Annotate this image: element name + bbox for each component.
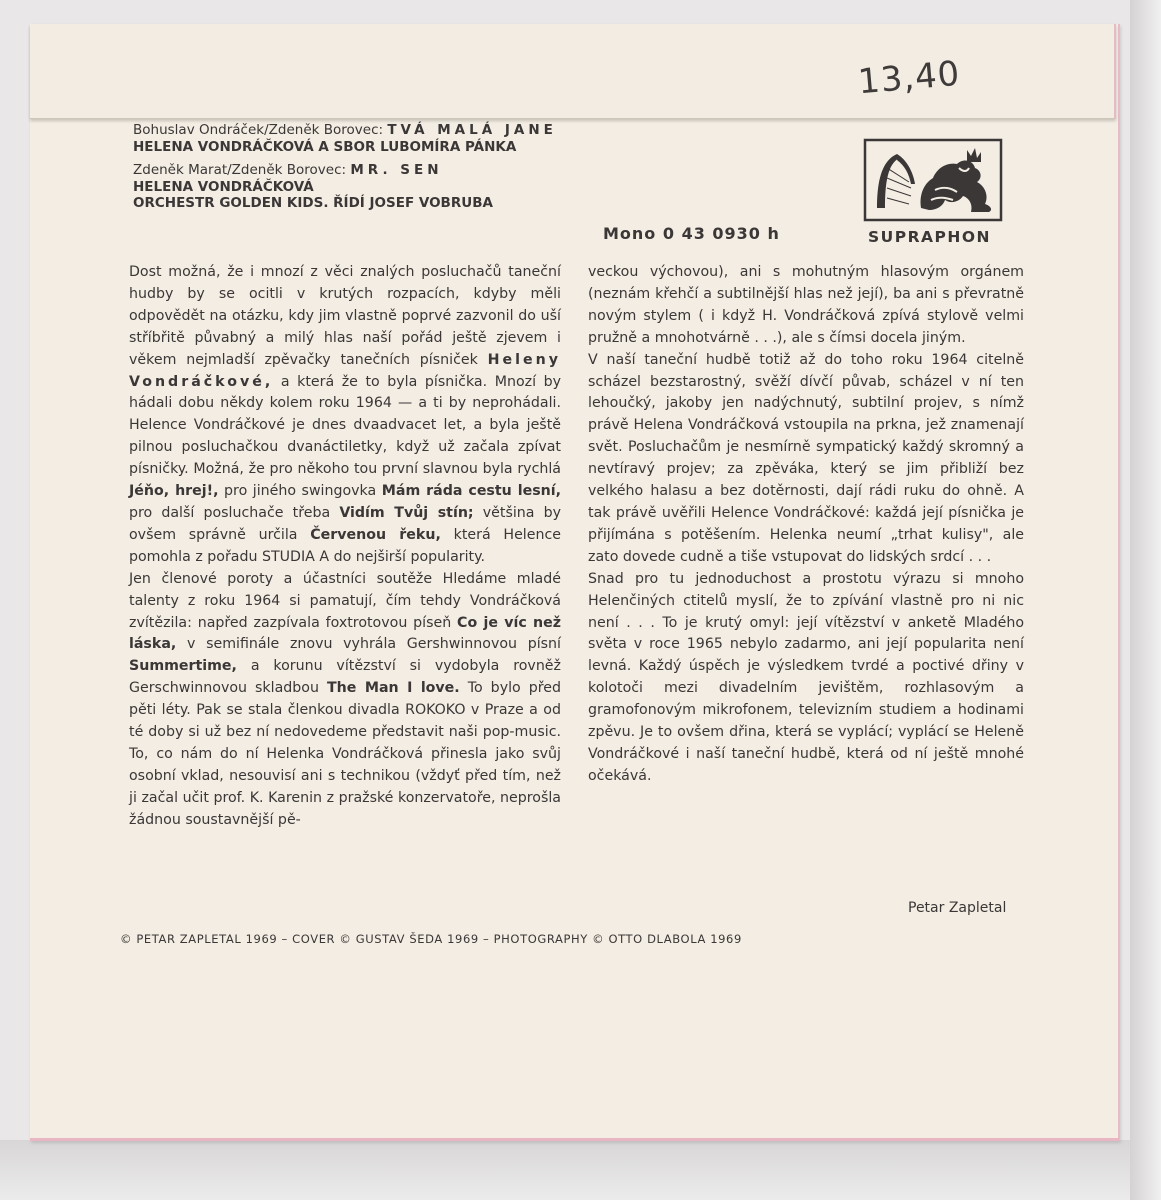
copyright-line: © PETAR ZAPLETAL 1969 – COVER © GUSTAV ŠEDA 1969 – PHOTOGRAPHY © OTTO DLABOLA 1969 — [120, 932, 742, 946]
label-name: SUPRAPHON — [868, 228, 992, 246]
track1-authors: Bohuslav Ondráček/Zdeněk Borovec: — [133, 122, 384, 138]
catalog-number: Mono 0 43 0930 h — [603, 224, 780, 243]
track-credits — [133, 122, 557, 212]
table-edge — [1130, 0, 1161, 1200]
text: a která že to byla písnička. Mnozí by hádali dobu někdy kolem roku 1964 — a ti by neprohádali. Helence Vondráčkové je dnes dvaadvacet let, a byla ještě pilnou posluchačkou dvanáctiletky, když už začala zpívat písničky. Možná, že pro někoho tou první slavnou byla rychlá — [129, 373, 561, 478]
song-title: Co je víc než láska, — [129, 614, 561, 653]
song-title: Mám ráda cestu lesní, — [381, 483, 561, 500]
song-title: Vidím Tvůj stín; — [339, 504, 474, 521]
paragraph — [129, 262, 561, 569]
artist-name: Heleny Vondráčkové, — [129, 351, 561, 390]
text: v semifinále znovu vyhrála Gershwinnovou písní — [186, 636, 561, 653]
text: Dost možná, že i mnozí z věci znalých posluchačů taneční hudby by se ocitli v krutých rozpacích, kdyby měli odpovědět na otázku, kdy jim vlastně poprvé zazvonil do uší stříbřitě půvabný a milý hlas naší pořád ještě zjevem i věkem nejmladší zpěvačky tanečních písniček — [129, 264, 561, 368]
text: většina by ovšem správně určila — [129, 504, 562, 543]
text: a korunu vítězství si vydobyla rovněž Gerschwinnovou skladbou — [129, 658, 561, 697]
text: která Helence pomohla z pořadu STUDIA A do nejširší popularity. — [129, 526, 561, 565]
liner-notes-right-column — [588, 262, 1024, 788]
track2-authors: Zdeněk Marat/Zdeněk Borovec: — [133, 162, 347, 178]
song-title: Červenou řeku, — [310, 526, 441, 543]
paragraph: veckou výchovou), ani s mohutným hlasovým orgánem (neznám křehčí a subtilnější hlas než její), ba ani s převratně novým stylem ( i když H. Vondráčková zpívá stylově velmi pružně a mnohotvárně . . .), ale s čímsi docela jiným. — [588, 264, 1024, 346]
author-signature: Petar Zapletal — [908, 900, 1007, 916]
track1-title: TVÁ MALÁ JANE — [387, 122, 557, 138]
handwritten-price: 13,40 — [856, 53, 962, 103]
text: Jen členové poroty a účastníci soutěže Hledáme mladé talenty z roku 1964 si pamatují, čím tehdy Vondráčková zvítězila: napřed zazpívala foxtrotovou píseň — [129, 570, 561, 631]
track1-line — [133, 122, 557, 139]
text: pro další posluchače třeba — [129, 504, 331, 521]
paragraph — [129, 569, 561, 832]
song-title: Jéňo, hrej!, — [129, 483, 219, 500]
text: To bylo před pěti léty. Pak se stala členkou divadla ROKOKO v Praze a od té doby si už bez ní nedovedeme představit naši pop-music. To, co nám do ní Helenka Vondráčková přinesla jako svůj osobní vklad, nesouvisí ani s technikou (vždyť před tím, než ji začal učit prof. K. Karenin z pražské konzervatoře, neprošla žádnou soustavnější pě- — [129, 680, 561, 828]
track2-performer: HELENA VONDRÁČKOVÁ — [133, 178, 314, 195]
song-title: The Man I love. — [327, 680, 460, 697]
table-surface — [0, 1140, 1161, 1200]
liner-notes-left-column — [129, 262, 561, 832]
track2-title: MR. SEN — [350, 162, 443, 178]
supraphon-logo-icon — [863, 138, 1003, 222]
text: pro jiného swingovka — [224, 483, 377, 500]
paragraph: V naší taneční hudbě totiž až do toho roku 1964 citelně scházel bezstarostný, svěží dívčí půvab, scházel v ní ten lehoučký, jakoby jen nadýchnutý, subtilní projev, s nímž právě Helena Vondráčková vstoupila na prkna, jež znamenají svět. Posluchačům je nesmírně sympatický každý skromný a nevtíravý projev; za zpěváka, který se jim přibliží bez velkého halasu a bez dotěrnosti, dají rádi ruku do ohně. A tak právě uvěřili Helence Vondráčkové: každá její písnička je přijímána s potěšením. Helenka neumí „trhat kulisy", ale zato dovede cudně a tiše vstupovat do lidských srdcí . . . — [588, 351, 1024, 565]
track2-line — [133, 162, 557, 179]
track1-performer: HELENA VONDRÁČKOVÁ A SBOR LUBOMÍRA PÁNKA — [133, 138, 517, 155]
paragraph: Snad pro tu jednoduchost a prostotu výrazu si mnoho Helenčiných ctitelů myslí, že to zpívání vlastně pro ni nic není . . . To je krutý omyl: její vítězství v anketě Mladého světa v roce 1965 nebylo zadarmo, ani její popularita není levná. Každý úspěch je výsledkem tvrdé a poctivé dřiny v kolotoči mezi divadelním jevištěm, rozhlasovým a gramofonovým mikrofonem, televizním studiem a hodinami zpěvu. Je to ovšem dřina, která se vyplácí; vyplácí se Heleně Vondráčkové i naší taneční hudbě, která od ní ještě mnohé očekává. — [588, 570, 1024, 784]
song-title: Summertime, — [129, 658, 237, 675]
track2-orchestra: ORCHESTR GOLDEN KIDS. ŘÍDÍ JOSEF VOBRUBA — [133, 195, 493, 211]
